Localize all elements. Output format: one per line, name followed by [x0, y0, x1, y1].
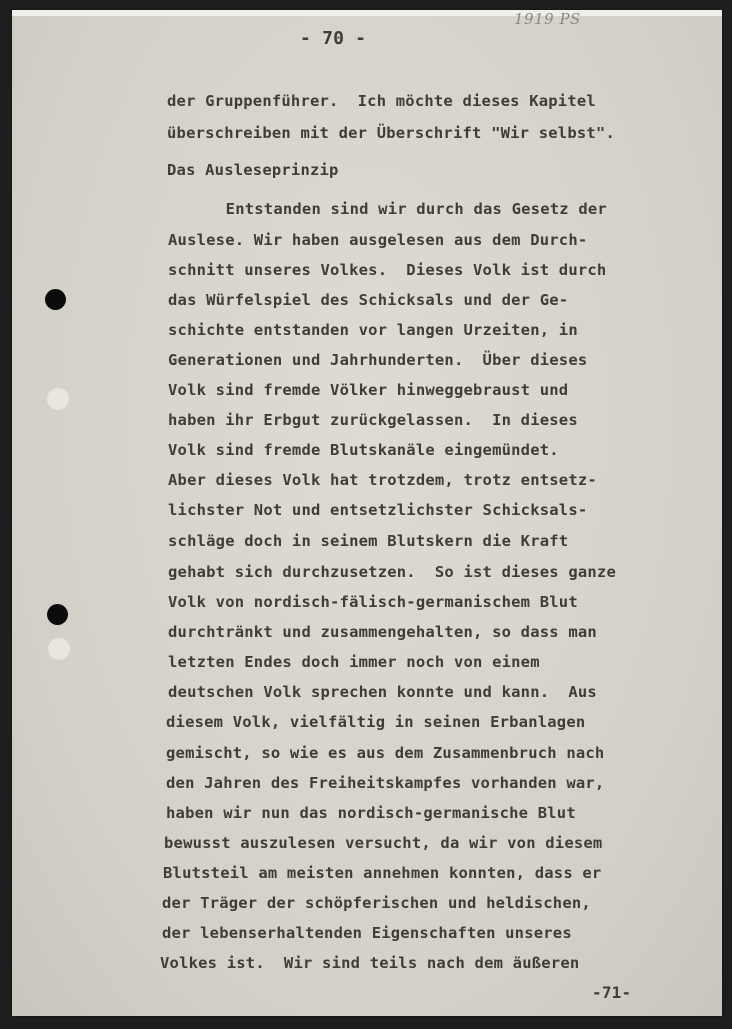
text-line: gemischt, so wie es aus dem Zusammenbruch nach: [166, 744, 605, 762]
punch-hole-shadow-top: [47, 388, 69, 410]
text-line: Blutsteil am meisten annehmen konnten, dass er: [163, 864, 602, 882]
punch-hole-shadow-bottom: [48, 638, 70, 660]
text-line: deutschen Volk sprechen konnte und kann. Aus: [168, 683, 597, 701]
section-heading: Das Ausleseprinzip: [167, 161, 339, 179]
text-line: diesem Volk, vielfältig in seinen Erbanlagen: [166, 713, 586, 731]
text-line: Volk sind fremde Völker hinweggebraust und: [168, 381, 569, 399]
text-line: schläge doch in seinem Blutskern die Kraft: [168, 532, 569, 550]
text-line: Volk sind fremde Blutskanäle eingemündet.: [168, 441, 559, 459]
text-line: haben wir nun das nordisch-germanische Blut: [166, 804, 576, 822]
text-line: durchtränkt und zusammengehalten, so dass man: [168, 623, 597, 641]
text-line: Entstanden sind wir durch das Gesetz der: [178, 200, 607, 218]
text-line: letzten Endes doch immer noch von einem: [168, 653, 540, 671]
text-line: bewusst auszulesen versucht, da wir von diesem: [164, 834, 603, 852]
text-line: der lebenserhaltenden Eigenschaften unseres: [162, 924, 572, 942]
text-line: der Gruppenführer. Ich möchte dieses Kapitel: [167, 92, 596, 110]
text-line: Generationen und Jahrhunderten. Über dieses: [168, 351, 588, 369]
text-line: Auslese. Wir haben ausgelesen aus dem Durch-: [168, 231, 588, 249]
paper-edge: [12, 10, 722, 16]
text-line: Volk von nordisch-fälisch-germanischem Blut: [168, 593, 578, 611]
page-number: - 70 -: [300, 28, 367, 49]
text-line: lichster Not und entsetzlichster Schicksals-: [168, 501, 588, 519]
handwritten-archive-note: 1919 PS: [514, 10, 581, 28]
text-line: haben ihr Erbgut zurückgelassen. In dieses: [168, 411, 578, 429]
text-line: den Jahren des Freiheitskampfes vorhanden war,: [166, 774, 605, 792]
text-line: schnitt unseres Volkes. Dieses Volk ist durch: [168, 261, 607, 279]
text-line: gehabt sich durchzusetzen. So ist dieses ganze: [168, 563, 616, 581]
text-line: das Würfelspiel des Schicksals und der Ge-: [168, 291, 569, 309]
next-page-marker: -71-: [592, 983, 632, 1002]
punch-hole-top: [45, 289, 66, 310]
punch-hole-bottom: [47, 604, 68, 625]
text-line: Aber dieses Volk hat trotzdem, trotz entsetz-: [168, 471, 597, 489]
text-line: überschreiben mit der Überschrift "Wir selbst".: [167, 124, 615, 142]
text-line: Volkes ist. Wir sind teils nach dem äußeren: [160, 954, 580, 972]
text-line: schichte entstanden vor langen Urzeiten, in: [168, 321, 578, 339]
text-line: der Träger der schöpferischen und heldischen,: [162, 894, 591, 912]
